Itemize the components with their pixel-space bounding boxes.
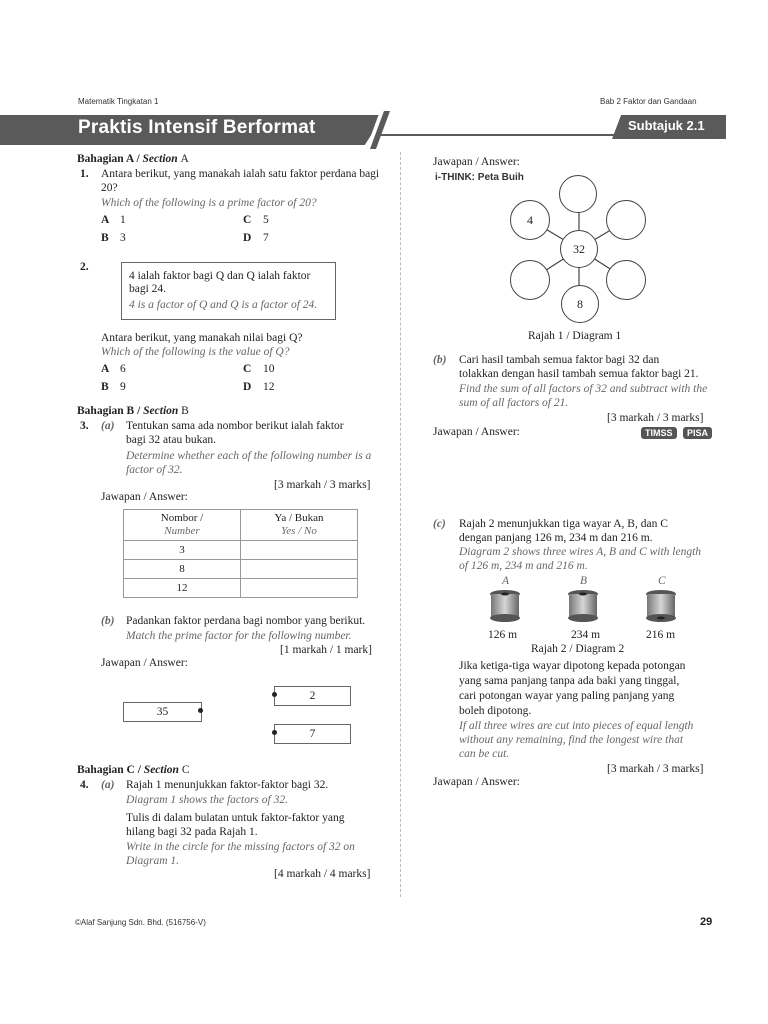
wire-a-length: 126 m (488, 629, 518, 641)
q1-option-a-key: A (101, 214, 110, 226)
q4c-question-en-line2: without any remaining, find the longest wire that (459, 734, 684, 746)
q4c-en-line1: Diagram 2 shows three wires A, B and C with length (459, 546, 702, 558)
wire-a-letter: A (502, 575, 510, 587)
table-header-yes-no: Ya / Bukan Yes / No (241, 510, 358, 541)
q4b-marks: [3 markah / 3 marks] (607, 412, 704, 424)
header-chapter: Bab 2 Faktor dan Gandaan (600, 97, 697, 106)
match-dot-option-2[interactable] (272, 692, 277, 697)
q1-option-c-key: C (243, 214, 252, 226)
q4c-question-line3: cari potongan wayar yang paling panjang yang (459, 690, 675, 702)
q4c-en-line2: of 126 m, 234 m and 216 m. (459, 560, 588, 572)
wire-c-letter: C (658, 575, 666, 587)
q2-option-b-key: B (101, 381, 109, 393)
q1-option-c[interactable]: 5 (263, 214, 269, 226)
q4b-label: (b) (433, 354, 447, 366)
q4c-question-en-line3: can be cut. (459, 748, 510, 760)
q4a-instruction-en-line1: Write in the circle for the missing factors of 32 on (126, 841, 355, 853)
q4a-label: (a) (101, 779, 115, 791)
q3a-en-line1: Determine whether each of the following number is a (126, 450, 372, 462)
q3a-marks: [3 markah / 3 marks] (274, 479, 371, 491)
q1-option-a[interactable]: 1 (120, 214, 126, 226)
q3a-answer-label: Jawapan / Answer: (101, 491, 188, 503)
bubble-left-bottom-empty[interactable] (510, 260, 550, 300)
q2-number: 2. (80, 261, 89, 273)
q4c-question-en-line1: If all three wires are cut into pieces of equal length (459, 720, 694, 732)
q3a-text-line1: Tentukan sama ada nombor berikut ialah faktor (126, 420, 344, 432)
q4a-marks: [4 markah / 4 marks] (274, 868, 371, 880)
q1-text-en: Which of the following is a prime factor of 20? (101, 197, 317, 209)
q4a-instruction-line2: hilang bagi 32 pada Rajah 1. (126, 826, 258, 838)
q1-option-b-key: B (101, 232, 109, 244)
q3a-text-line2: bagi 32 atau bukan. (126, 434, 217, 446)
q2-option-c[interactable]: 10 (263, 363, 275, 375)
factor-table (123, 509, 358, 598)
q4a-instruction-en-line2: Diagram 1. (126, 855, 180, 867)
q3-number: 3. (80, 420, 89, 432)
q2-text: Antara berikut, yang manakah nilai bagi Q? (101, 332, 303, 344)
q2-box-line1: 4 ialah faktor bagi Q dan Q ialah faktor (129, 270, 311, 282)
section-c-heading: Bahagian C / Section C (77, 764, 190, 776)
q4c-marks: [3 markah / 3 marks] (607, 763, 704, 775)
q4c-answer-label: Jawapan / Answer: (433, 776, 520, 788)
page-title: Praktis Intensif Berformat (78, 117, 316, 138)
table-row-answer-cell[interactable] (241, 579, 358, 598)
q2-option-b[interactable]: 9 (120, 381, 126, 393)
table-row-answer-cell[interactable] (241, 560, 358, 579)
column-divider (400, 152, 401, 897)
q2-text-en: Which of the following is the value of Q? (101, 346, 290, 358)
q4b-en-line1: Find the sum of all factors of 32 and subtract with the (459, 383, 708, 395)
section-b-heading: Bahagian B / Section B (77, 405, 189, 417)
q2-option-d-key: D (243, 381, 252, 393)
table-row-number: 8 (124, 560, 241, 579)
wire-b-length: 234 m (571, 629, 601, 641)
timss-badge: TIMSS (641, 427, 677, 439)
q1-option-d-key: D (243, 232, 252, 244)
q2-option-c-key: C (243, 363, 252, 375)
q1-option-d[interactable]: 7 (263, 232, 269, 244)
pisa-badge: PISA (683, 427, 712, 439)
bubble-right-bottom-empty[interactable] (606, 260, 646, 300)
match-dot-option-7[interactable] (272, 730, 277, 735)
q4b-text-line1: Cari hasil tambah semua faktor bagi 32 dan (459, 354, 660, 366)
q4c-text-line2: dengan panjang 126 m, 234 m dan 216 m. (459, 532, 653, 544)
diagram2-caption: Rajah 2 / Diagram 2 (531, 643, 625, 655)
wire-spool-a-icon (488, 589, 522, 623)
match-option-7: 7 (274, 724, 351, 744)
q3a-en-line2: factor of 32. (126, 464, 183, 476)
q4c-label: (c) (433, 518, 446, 530)
q3b-text-en: Match the prime factor for the following number. (126, 630, 352, 642)
wire-spool-b-icon (566, 589, 600, 623)
q4a-answer-label: Jawapan / Answer: (433, 156, 520, 168)
q3b-label: (b) (101, 615, 115, 627)
q4a-text-en: Diagram 1 shows the factors of 32. (126, 794, 288, 806)
bubble-left-4: 4 (510, 200, 550, 240)
q2-option-d[interactable]: 12 (263, 381, 275, 393)
table-row-answer-cell[interactable] (241, 541, 358, 560)
q3a-label: (a) (101, 420, 115, 432)
diagram1-caption: Rajah 1 / Diagram 1 (528, 330, 622, 342)
q1-number: 1. (80, 168, 89, 180)
wire-c-length: 216 m (646, 629, 676, 641)
q2-box-line2: bagi 24. (129, 283, 167, 295)
q1-text: Antara berikut, yang manakah ialah satu faktor perdana bagi 20? (101, 168, 380, 194)
page-number: 29 (700, 916, 713, 928)
q3b-answer-label: Jawapan / Answer: (101, 657, 188, 669)
section-a-heading: Bahagian A / Section A (77, 153, 189, 165)
table-row-number: 3 (124, 541, 241, 560)
q2-option-a[interactable]: 6 (120, 363, 126, 375)
q4c-question-line2: yang sama panjang tanpa ada baki yang tinggal, (459, 675, 680, 687)
q4-number: 4. (80, 779, 89, 791)
q3b-text: Padankan faktor perdana bagi nombor yang berikut. (126, 615, 366, 627)
wire-b-letter: B (580, 575, 588, 587)
q3b-marks: [1 markah / 1 mark] (280, 644, 372, 656)
bubble-right-top-empty[interactable] (606, 200, 646, 240)
match-option-2: 2 (274, 686, 351, 706)
q4c-question-line4: boleh dipotong. (459, 705, 532, 717)
subtopic-label: Subtajuk 2.1 (628, 118, 705, 133)
q4b-text-line2: tolakkan dengan hasil tambah semua faktor bagi 21. (459, 368, 699, 380)
q4a-text: Rajah 1 menunjukkan faktor-faktor bagi 32. (126, 779, 329, 791)
q4c-text-line1: Rajah 2 menunjukkan tiga wayar A, B, dan C (459, 518, 668, 530)
q2-box-en: 4 is a factor of Q and Q is a factor of 24. (129, 299, 318, 311)
ithink-label: i-THINK: Peta Buih (435, 172, 524, 183)
q4c-question-line1: Jika ketiga-tiga wayar dipotong kepada potongan (459, 660, 686, 672)
bubble-bottom-8: 8 (561, 285, 599, 323)
q2-option-a-key: A (101, 363, 110, 375)
bubble-center-32: 32 (560, 230, 598, 268)
q4b-answer-label: Jawapan / Answer: (433, 426, 520, 438)
match-number-box: 35 (123, 702, 202, 722)
header-rule (380, 134, 640, 136)
wire-spool-c-icon (644, 589, 678, 623)
q2-statement-box (121, 262, 336, 320)
q1-option-b[interactable]: 3 (120, 232, 126, 244)
table-header-number: Nombor / Number (124, 510, 241, 541)
footer-copyright: ©Alaf Sanjung Sdn. Bhd. (516756-V) (75, 918, 206, 927)
table-row-number: 12 (124, 579, 241, 598)
q4b-en-line2: sum of all factors of 21. (459, 397, 569, 409)
match-dot-left[interactable] (198, 708, 203, 713)
header-subject: Matematik Tingkatan 1 (78, 97, 159, 106)
bubble-top-empty[interactable] (559, 175, 597, 213)
q4a-instruction-line1: Tulis di dalam bulatan untuk faktor-faktor yang (126, 812, 345, 824)
banner-slash-icon (366, 111, 392, 149)
